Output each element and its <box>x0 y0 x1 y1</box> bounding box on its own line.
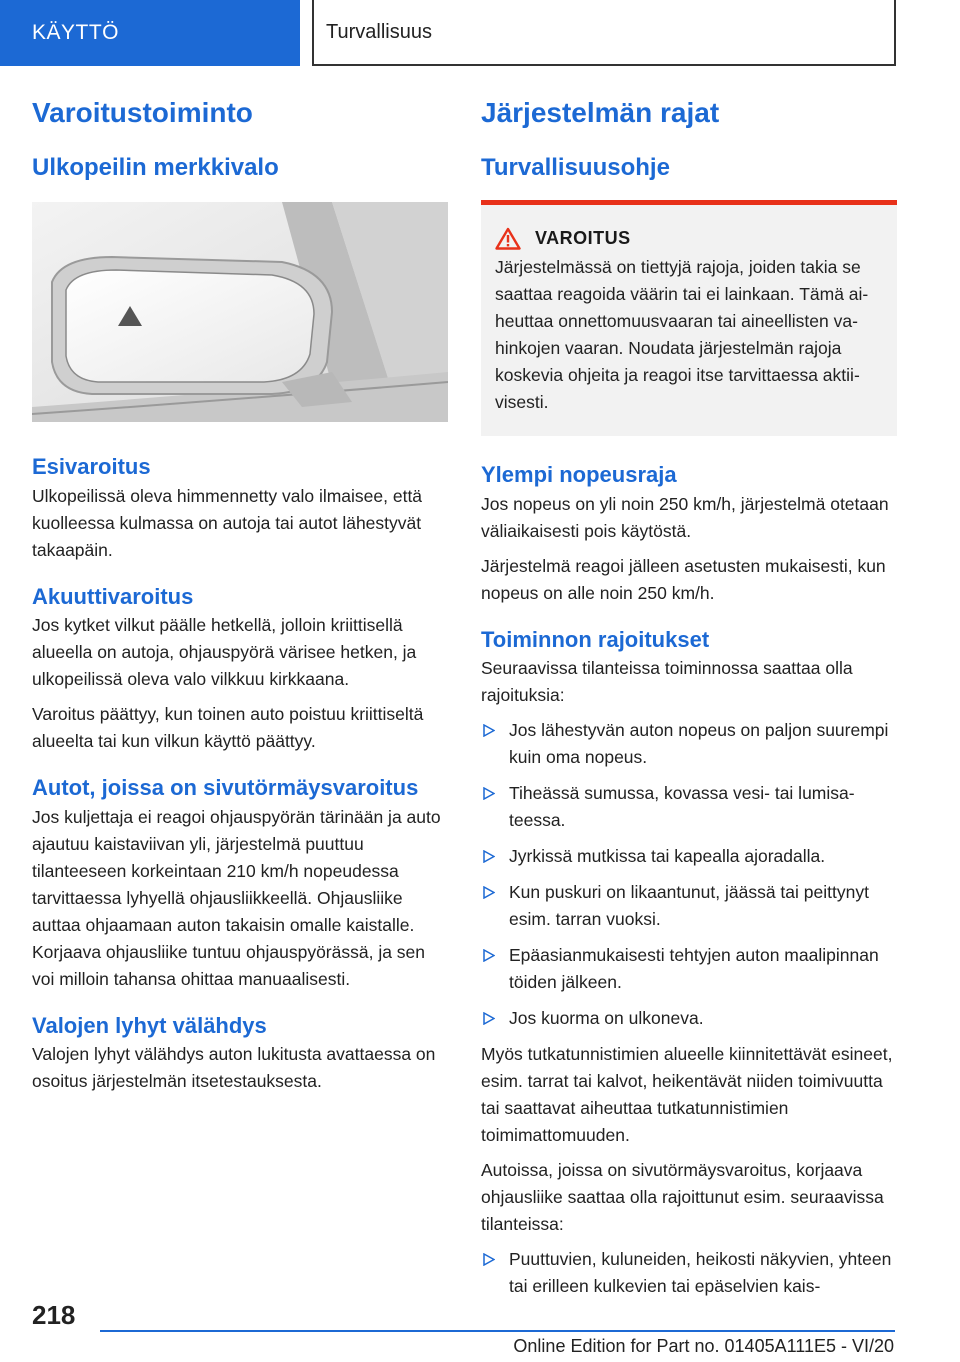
section-label: Turvallisuus <box>326 20 432 43</box>
list-item: Jos kuorma on ulkoneva. <box>481 1005 897 1032</box>
paragraph: Valojen lyhyt välähdys auton lukitusta avattaessa on osoitus järjestelmän itsetestauksesta. <box>32 1043 436 1091</box>
warning-header <box>489 227 889 250</box>
right-column <box>481 96 897 1309</box>
triangle-bullet-icon <box>483 787 495 800</box>
correction-limit-list <box>481 1246 897 1300</box>
triangle-bullet-icon <box>483 949 495 962</box>
triangle-bullet-icon <box>483 1012 495 1025</box>
triangle-bullet-icon <box>483 1253 495 1266</box>
paragraph: Seuraavissa tilanteissa toiminnossa saattaa olla rajoituksia: <box>481 658 853 706</box>
subtitle: Turvallisuusohje <box>481 153 670 181</box>
paragraph: Autoissa, joissa on sivutörmäysvaroitus, korjaava ohjausliike saattaa olla rajoittunut esim. seuraavissa tilanteissa: <box>481 1160 884 1235</box>
left-column <box>32 96 448 1095</box>
list-item: Epäasianmukaisesti tehtyjen auton maalipinnan töiden jälkeen. <box>481 942 897 996</box>
limitation-list <box>481 717 897 1032</box>
chapter-tab <box>0 0 300 66</box>
triangle-bullet-icon <box>483 850 495 863</box>
warning-text: Järjestelmässä on tiettyjä rajoja, joiden takia se saattaa reagoida väärin tai ei lainkaan. Tämä aiheuttaa onnettomuusvaaran tai aineellisten vahinkojen vaaran. Noudata järjestelmän rajoja koskevia ohjeita ja reagoi itse tarvittaessa aktiivisesti. <box>495 257 869 413</box>
warning-title: VAROITUS <box>535 228 631 249</box>
triangle-bullet-icon <box>483 886 495 899</box>
section-heading-akuuttivaroitus: Akuuttivaroitus <box>32 583 194 609</box>
paragraph: Myös tutkatunnistimien alueelle kiinnitettävät esineet, esim. tarrat tai kalvot, heikentävät niiden toimivuutta tai saattavat aiheuttaa tutkatunnistimien toimimattomuuden. <box>481 1044 893 1146</box>
page-number: 218 <box>32 1300 76 1330</box>
section-heading-valojen-valahdys: Valojen lyhyt välähdys <box>32 1012 267 1038</box>
warning-triangle-icon <box>495 227 521 250</box>
paragraph: Jos nopeus on yli noin 250 km/h, järjestelmä otetaan väliaikaisesti pois käytöstä. <box>481 493 889 541</box>
paragraph: Jos kuljettaja ei reagoi ohjauspyörän tärinään ja auto ajautuu kaistaviivan yli, järjestelmä puuttuu tilanteeseen korkeintaan 210 km/h nopeudessa tarvittaessa lyhyellä ohjausliikkeellä. Ohjausliike auttaa ohjaamaan auton takaisin omalle kaistalle. Korjaava ohjausliike tuntuu ohjauspyörässä, ja sen voi milloin tahansa ohittaa manuaalisesti. <box>32 806 441 989</box>
triangle-bullet-icon <box>483 724 495 737</box>
subtitle: Ulkopeilin merkkivalo <box>32 153 279 181</box>
section-heading-esivaroitus: Esivaroitus <box>32 454 151 480</box>
footer-divider <box>100 1330 895 1332</box>
paragraph: Järjestelmä reagoi jälleen asetusten mukaisesti, kun nopeus on alle noin 250 km/h. <box>481 555 886 603</box>
page-title: Varoitustoiminto <box>32 97 253 128</box>
list-item: Kun puskuri on likaantunut, jäässä tai peittynyt esim. tarran vuoksi. <box>481 879 897 933</box>
section-tab <box>312 0 896 66</box>
section-heading-toiminnon-rajoitukset: Toiminnon rajoitukset <box>481 626 710 652</box>
chapter-label: KÄYTTÖ <box>32 21 120 44</box>
section-title: Järjestelmän rajat <box>481 97 720 128</box>
section-heading-sivutormaysvaroitus: Autot, joissa on sivutörmäysvaroitus <box>32 775 419 801</box>
list-item: Tiheässä sumussa, kovassa vesi- tai lumisateessa. <box>481 780 897 834</box>
paragraph: Varoitus päättyy, kun toinen auto poistuu kriittiseltä alueelta tai kun vilkun käyttö päättyy. <box>32 704 424 752</box>
section-heading-ylempi-nopeusraja: Ylempi nopeusraja <box>481 462 677 488</box>
paragraph: Ulkopeilissä oleva himmennetty valo ilmaisee, että kuolleessa kulmassa on autoja tai autot lähestyvät takaapäin. <box>32 485 423 560</box>
side-mirror-illustration <box>32 202 448 422</box>
paragraph: Jos kytket vilkut päälle hetkellä, jolloin kriittisellä alueella on autoja, ohjauspyörä värisee hetken, ja ulkopeilissä oleva valo vilkkuu kirkkaana. <box>32 615 417 690</box>
footer-edition: Online Edition for Part no. 01405A111E5 - VI/20 <box>513 1336 894 1356</box>
list-item: Jyrkissä mutkissa tai kapealla ajoradalla. <box>481 843 897 870</box>
list-item: Puuttuvien, kuluneiden, heikosti näkyvien, yhteen tai erilleen kulkevien tai epäselvien kais- <box>481 1246 897 1300</box>
list-item: Jos lähestyvän auton nopeus on paljon suurempi kuin oma nopeus. <box>481 717 897 771</box>
warning-box <box>481 200 897 436</box>
